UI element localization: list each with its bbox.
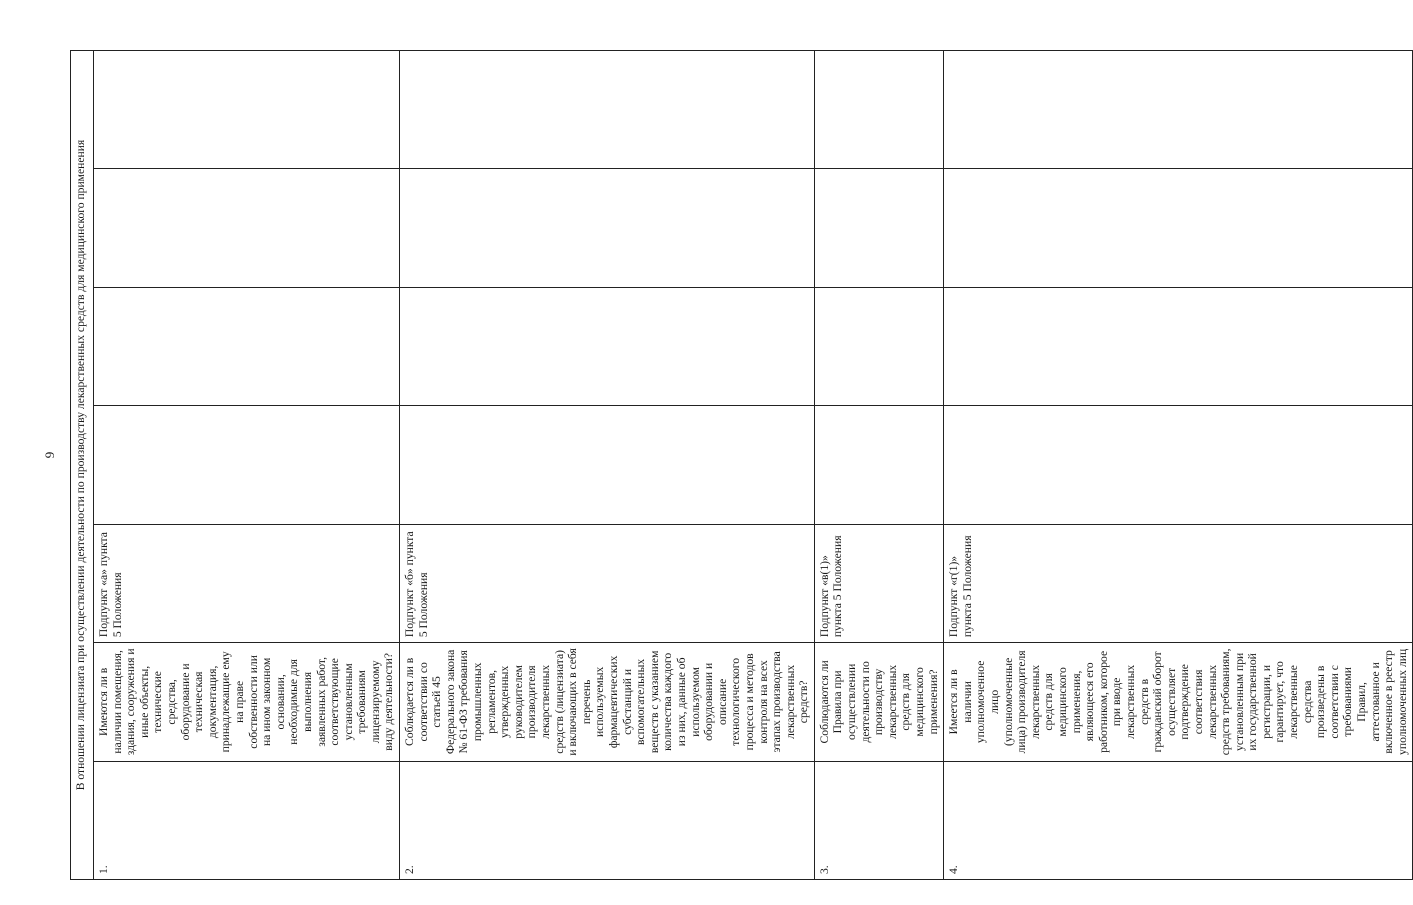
checklist-table [70, 50, 1413, 880]
page-number: 9 [42, 451, 57, 459]
question-cell: Имеются ли в наличии помещения, здания, сооружения и иные объекты, технические средства, оборудование и техническая документация, принадлежащие ему на праве собственности или на ином законном основании, необходимые для выполнения заявленных работ, соответствующие установленным требованиям лицензируемому виду деятельности? [94, 643, 400, 761]
notes-cell[interactable] [814, 51, 943, 169]
answer-no-cell[interactable] [400, 287, 815, 405]
reference-cell: Подпункт «г(1)» пункта 5 Положения [944, 524, 1413, 642]
notes-cell[interactable] [94, 51, 400, 169]
notes-cell[interactable] [944, 51, 1413, 169]
row-number: 1. [94, 761, 400, 879]
row-number: 2. [400, 761, 815, 879]
answer-yes-cell[interactable] [944, 406, 1413, 524]
section-header: В отношении лицензиата при осуществлении деятельности по производству лекарственных средств для медицинского применения [71, 51, 94, 880]
table-row [814, 51, 943, 880]
question-cell: Соблюдаются ли Правила при осуществлении деятельности по производству лекарственных средств для медицинского применения? [814, 643, 943, 761]
rotated-page-content [70, 50, 1409, 880]
answer-no-cell[interactable] [814, 287, 943, 405]
reference-cell: Подпункт «б» пункта 5 Положения [400, 524, 815, 642]
table-row [944, 51, 1413, 880]
reference-cell: Подпункт «а» пункта 5 Положения [94, 524, 400, 642]
answer-na-cell[interactable] [94, 169, 400, 287]
question-cell: Соблюдается ли в соответствии со статьей 45 Федерального закона № 61-ФЗ требования промышленных регламентов, утвержденных руководителем производителя лекарственных средств (лицензиата) и включающих в себя перечень используемых фармацевтических субстанций и вспомогательных веществ с указанием количества каждого из них, данные об используемом оборудовании и описание технологического процесса и методов контроля на всех этапах производства лекарственных средств? [400, 643, 815, 761]
row-number: 3. [814, 761, 943, 879]
answer-no-cell[interactable] [944, 287, 1413, 405]
section-header-row [71, 51, 94, 880]
notes-cell[interactable] [400, 51, 815, 169]
row-number: 4. [944, 761, 1413, 879]
reference-cell: Подпункт «в(1)» пункта 5 Положения [814, 524, 943, 642]
table-row [400, 51, 815, 880]
answer-yes-cell[interactable] [814, 406, 943, 524]
answer-na-cell[interactable] [814, 169, 943, 287]
question-cell: Имеется ли в наличии уполномоченное лицо (уполномоченные лица) производителя лекарственных средств для медицинского применения, являющееся его работником, которое при вводе лекарственных средств в гражданский оборот осуществляет подтверждение соответствия лекарственных средств требованиям, установленным при их государственной регистрации, и гарантирует, что лекарственные средства произведены в соответствии с требованиями Правил, аттестованное и включенное в реестр уполномоченных лиц [944, 643, 1413, 761]
answer-na-cell[interactable] [400, 169, 815, 287]
answer-yes-cell[interactable] [94, 406, 400, 524]
answer-na-cell[interactable] [944, 169, 1413, 287]
answer-no-cell[interactable] [94, 287, 400, 405]
answer-yes-cell[interactable] [400, 406, 815, 524]
table-row [94, 51, 400, 880]
